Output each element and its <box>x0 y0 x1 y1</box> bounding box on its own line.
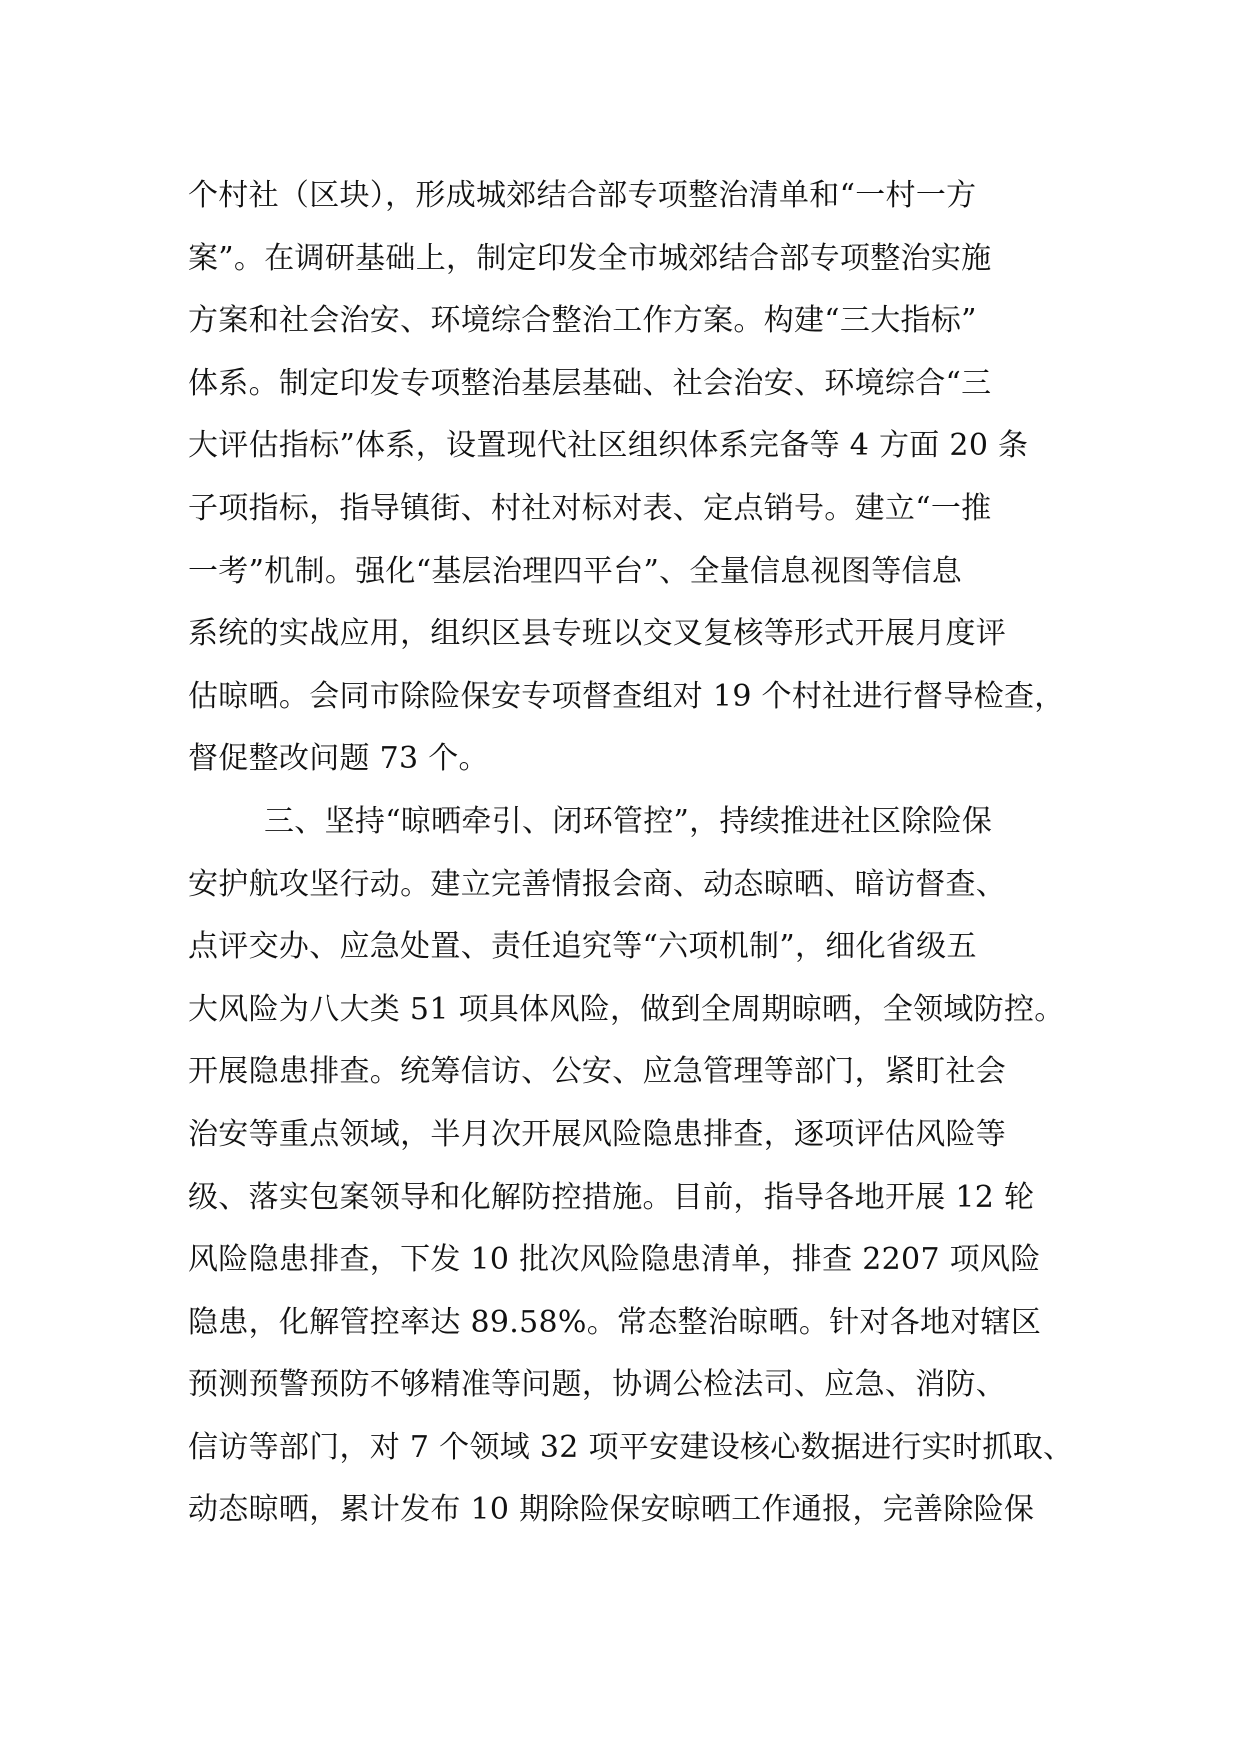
text-line: 风险隐患排查，下发 10 批次风险隐患清单，排查 2207 项风险 <box>188 1242 1041 1278</box>
text-line: 案”。在调研基础上，制定印发全市城郊结合部专项整治实施 <box>188 240 992 276</box>
text-line: 一考”机制。强化“基层治理四平台”、全量信息视图等信息 <box>188 553 963 589</box>
text-line: 安护航攻坚行动。建立完善情报会商、动态晾晒、暗访督查、 <box>188 866 1007 902</box>
text-line: 系统的实战应用，组织区县专班以交叉复核等形式开展月度评 <box>188 616 1007 652</box>
text-line: 方案和社会治安、环境综合整治工作方案。构建“三大指标” <box>188 303 977 339</box>
text-line: 治安等重点领域，半月次开展风险隐患排查，逐项评估风险等 <box>188 1116 1007 1152</box>
text-line: 估晾晒。会同市除险保安专项督查组对 19 个村社进行督导检查， <box>188 678 1065 714</box>
text-line: 隐患，化解管控率达 89.58%。常态整治晾晒。针对各地对辖区 <box>188 1304 1042 1340</box>
text-line: 督促整改问题 73 个。 <box>188 741 489 777</box>
text-line: 开展隐患排查。统筹信访、公安、应急管理等部门，紧盯社会 <box>188 1054 1007 1090</box>
text-line: 信访等部门，对 7 个领域 32 项平安建设核心数据进行实时抓取、 <box>188 1429 1074 1465</box>
body-text <box>188 165 1088 1542</box>
text-line: 体系。制定印发专项整治基层基础、社会治安、环境综合“三 <box>188 365 992 401</box>
text-line: 预测预警预防不够精准等问题，协调公检法司、应急、消防、 <box>188 1367 1007 1403</box>
text-line: 大风险为八大类 51 项具体风险，做到全周期晾晒，全领域防控。 <box>188 991 1065 1027</box>
text-line: 级、落实包案领导和化解防控措施。目前，指导各地开展 12 轮 <box>188 1179 1035 1215</box>
text-line: 个村社（区块），形成城郊结合部专项整治清单和“一村一方 <box>188 178 977 213</box>
text-line: 子项指标，指导镇街、村社对标对表、定点销号。建立“一推 <box>188 490 992 526</box>
text-line: 点评交办、应急处置、责任追究等“六项机制”，细化省级五 <box>188 929 977 965</box>
text-line: 大评估指标”体系，设置现代社区组织体系完备等 4 方面 20 条 <box>188 428 1029 464</box>
section-heading-line: 三、坚持“晾晒牵引、闭环管控”，持续推进社区除险保 <box>264 803 993 839</box>
text-line: 动态晾晒，累计发布 10 期除险保安晾晒工作通报，完善除险保 <box>188 1492 1035 1528</box>
